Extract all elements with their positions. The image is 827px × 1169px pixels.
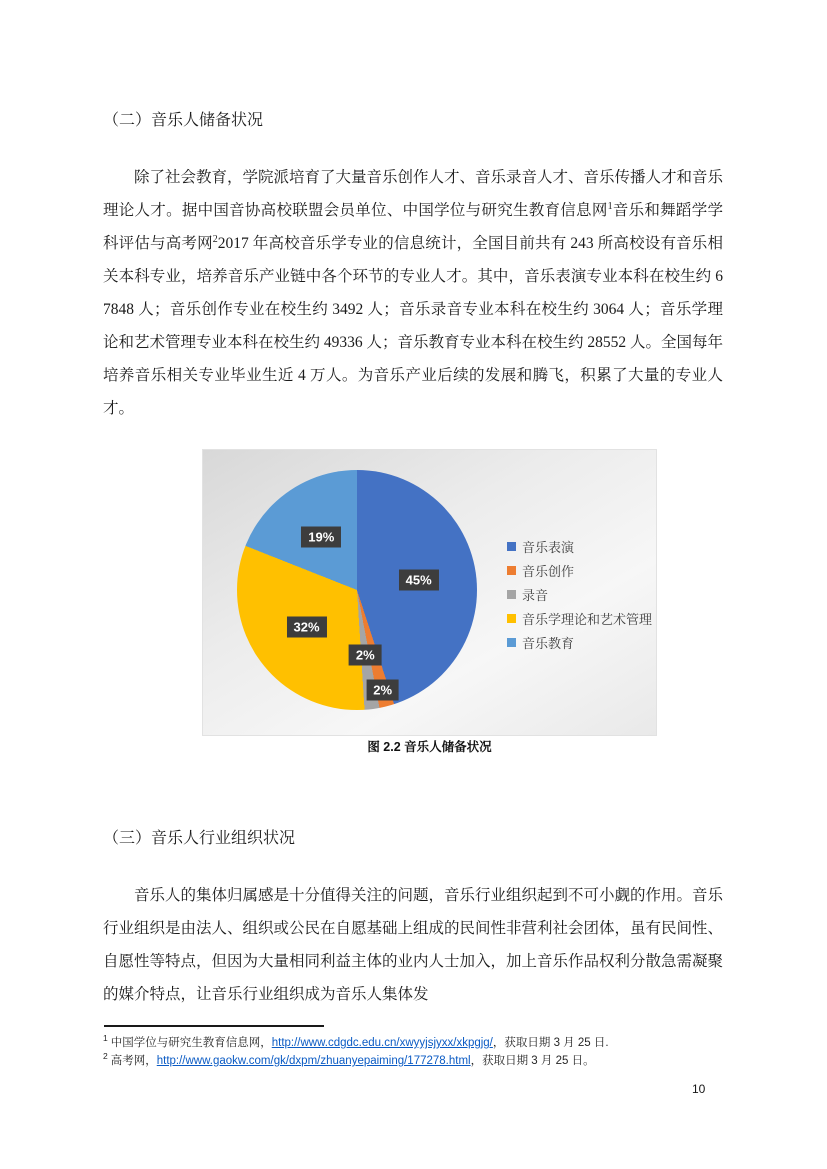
footnote-2-text: ，获取日期 3 月 25 日。	[470, 1055, 595, 1067]
legend-item	[507, 534, 652, 558]
legend-swatch-icon	[507, 542, 516, 551]
legend-label: 录音	[522, 587, 549, 603]
paragraph-1-text: 2017 年高校音乐学专业的信息统计，全国目前共有 243 所高校设有音乐相关本科专业，培养音乐产业链中各个环节的专业人才。其中，音乐表演专业本科在校生约 67848 人；音乐创作专业在校生约 3492 人；音乐录音专业本科在校生约 3064 人；音乐学理论和艺术管理专业本科在校生约 49336 人；音乐教育专业本科在校生约 28552 人。全国每年培养音乐相关专业毕业生近 4 万人。为音乐产业后续的发展和腾飞，积累了大量的专业人才。	[103, 235, 724, 417]
footnote-separator	[104, 1025, 324, 1027]
legend-item	[507, 630, 652, 654]
footnote-1-text: 中国学位与研究生教育信息网，	[110, 1037, 272, 1049]
slice-label: 32%	[287, 616, 327, 637]
section-heading-3: （三）音乐人行业组织状况	[103, 830, 296, 847]
slice-label: 45%	[399, 570, 439, 591]
footnote-1-text: ，获取日期 3 月 25 日.	[492, 1037, 609, 1049]
legend-swatch-icon	[507, 638, 516, 647]
footnote-ref-1: 1	[607, 200, 613, 212]
paragraph-1-text: 音乐和舞蹈学学科评估与高考网	[103, 202, 723, 252]
slice-label: 2%	[366, 679, 399, 700]
legend-swatch-icon	[507, 566, 516, 575]
footnote-1-link[interactable]: http://www.cdgdc.edu.cn/xwyyjsjyxx/xkpgjg/	[271, 1037, 493, 1049]
legend-item	[507, 558, 652, 582]
page-number: 10	[692, 1082, 706, 1096]
pie-area	[237, 470, 477, 710]
legend-item	[507, 606, 652, 630]
legend-label: 音乐表演	[522, 539, 575, 555]
footnote-2-marker: 2	[103, 1051, 108, 1062]
page-content	[103, 0, 723, 1070]
legend-item	[507, 582, 652, 606]
paragraph-2: 音乐人的集体归属感是十分值得关注的问题，音乐行业组织起到不可小觑的作用。音乐行业组织是由法人、组织或公民在自愿基础上组成的民间性非营利社会团体，虽有民间性、自愿性等特点，但因为大量相同利益主体的业内人士加入，加上音乐作品权利分散急需凝聚的媒介特点，让音乐行业组织成为音乐人集体发	[103, 887, 724, 1003]
footnote-2	[103, 1052, 723, 1070]
section-heading-2: （二）音乐人储备状况	[103, 112, 264, 129]
paragraph-1	[103, 161, 723, 425]
pie-chart-figure	[202, 449, 657, 736]
legend-swatch-icon	[507, 614, 516, 623]
chart-legend	[507, 534, 652, 654]
legend-label: 音乐学理论和艺术管理	[522, 611, 653, 627]
slice-label: 19%	[301, 527, 341, 548]
footnote-ref-2: 2	[212, 233, 218, 245]
figure-caption: 图 2.2 音乐人储备状况	[367, 740, 492, 754]
paragraph-1-text: 除了社会教育，学院派培育了大量音乐创作人才、音乐录音人才、音乐传播人才和音乐理论人才。据中国音协高校联盟会员单位、中国学位与研究生教育信息网	[103, 169, 724, 219]
footnote-1-marker: 1	[103, 1033, 108, 1044]
footnote-2-text: 高考网，	[110, 1055, 157, 1067]
legend-swatch-icon	[507, 590, 516, 599]
legend-label: 音乐创作	[522, 563, 575, 579]
slice-label: 2%	[349, 645, 382, 666]
footnote-1	[103, 1034, 723, 1052]
pie-chart	[237, 470, 477, 710]
footnote-2-link[interactable]: http://www.gaokw.com/gk/dxpm/zhuanyepaiming/177278.html	[156, 1055, 471, 1067]
legend-label: 音乐教育	[522, 635, 575, 651]
